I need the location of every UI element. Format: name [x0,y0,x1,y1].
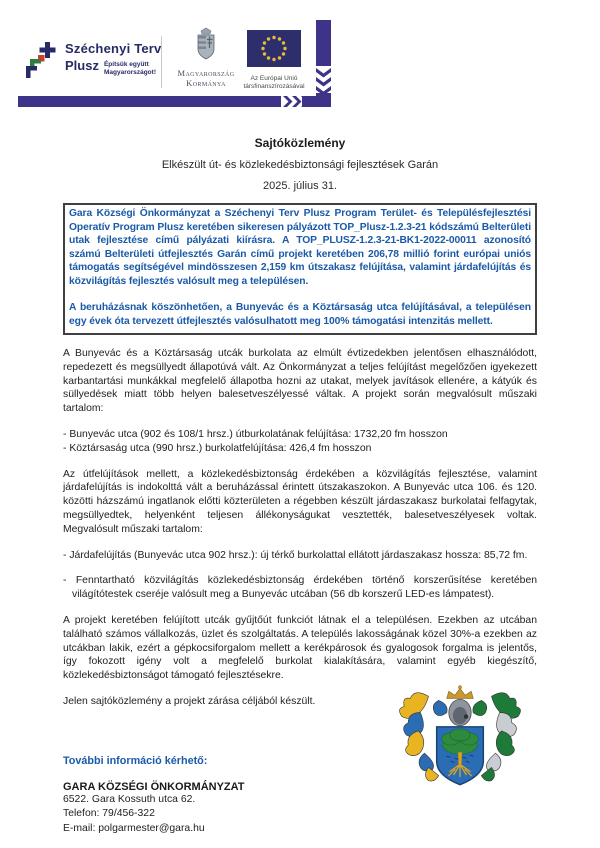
eu-flag-icon [247,54,301,71]
contact-phone: Telefon: 79/456-322 [63,808,155,820]
list-item: - Köztársaság utca (990 hrsz.) burkolatfelújítása: 426,4 fm hosszon [63,442,372,454]
contact-heading: További információ kérhető: [63,754,208,767]
szechenyi-plus-icon [26,40,60,87]
works-list-roads [63,428,537,456]
hungary-coat-of-arms-icon [194,48,218,65]
document-date: 2025. július 31. [263,180,337,192]
header-divider [161,36,162,88]
header [0,0,600,112]
body-paragraph: A projekt keretében felújított utcák gyűjtőút funkciót látnak el a településen. Ezekben az utcában található számos vállalkozás, üzlet és szolgáltatás. A település lakosságának közel 30%-a ezekben az utcákban lakik, ezért a gépkocsiforgalom mellett a kerékpárosok és gyalogosok forgalma is jelentős, így fokozott igény volt a megfelelő burkolat kialakítására, valamint egyéb kiegészítő, közlekedésbiztonságot támogató fejlesztésekre. [63,614,537,682]
page-subtitle: Elkészült út- és közlekedésbiztonsági fejlesztések Garán [161,159,439,171]
works-list-sidewalk [63,549,537,563]
contact-address: 6522. Gara Kossuth utca 62. [63,793,196,805]
page-title: Sajtóközlemény [254,136,346,150]
szechenyi-terv-plusz-logo [26,40,162,87]
list-item: - Fenntartható közvilágítás közlekedésbiztonság érdekében történő korszerűsítése keretében világítótestek cseréje valósult meg a Bunyevác utcában (56 db korszerű LED-es lámpatest). [63,575,537,601]
highlight-box [63,203,537,335]
highlight-paragraph: A beruházásnak köszönhetően, a Bunyevác és a Köztársaság utca felújításával, a településen egy évek óta tervezett útfejlesztés valósulhatott meg 100% támogatási intenzitás mellett. [69,302,531,327]
list-item: - Járdafelújítás (Bunyevác utca 902 hrsz.): új térkő burkolattal ellátott járdaszakasz hossza: 85,72 fm. [63,549,528,561]
body-paragraph: A Bunyevác és a Köztársaság utcák burkolata az elmúlt évtizedekben jelentősen elhasználódott, repedezett és megsüllyedt állapotúvá vált. Az Önkormányzat a teljes felújítást megelőzően igyekezett karbantartási munkákkal megfelelő állapotba hozni az utakat, melyek javítások ellenére, a kátyúk és süllyedések miatt több helyen balesetveszélyessé váltak. A projekt során megvalósult műszaki tartalom: [63,348,537,415]
gara-coat-of-arms [394,682,526,803]
eu-logo [241,30,307,91]
szechenyi-logo-text [65,40,162,87]
government-logo-text: Magyarország Kormánya [177,68,235,88]
closing-line: Jelen sajtóközlemény a projekt zárása céljából készült. [63,695,316,707]
government-logo [168,27,244,88]
eu-logo-text: Az Európai Unió társfinanszírozásával [243,75,305,90]
body-text [63,347,537,709]
works-list-lighting [63,574,537,602]
contact-organization: GARA KÖZSÉGI ÖNKORMÁNYZAT [63,780,245,793]
szechenyi-logo-line2: Plusz [65,58,99,73]
list-item: - Bunyevác utca (902 és 108/1 hrsz.) útburkolatának felújítása: 1732,20 fm hosszon [63,428,448,440]
highlight-paragraph: Gara Községi Önkormányzat a Széchenyi Terv Plusz Program Terület- és Településfejlesztési Operatív Program Plusz keretében sikeresen pályázott TOP_Plusz-1.2.3-21 kódszámú Belterületi utak fejlesztése című pályázati kiírásra. A TOP_PLUSZ-1.2.3-21-BK1-2022-00011 azonosító számú Belterületi útfejlesztés Garán című projekt keretében 206,78 millió forint európai uniós támogatás segítségével mindösszesen 2,159 km útszakasz felújítása, valamint járdafelújítás és közvilágítás fejlesztés valósult meg a településen. [69,208,531,287]
body-paragraph: Az útfelújítások mellett, a közlekedésbiztonság érdekében a közvilágítás fejlesztése, valamint járdafelújítás is indokolttá vált a beruházással érintett útszakaszokon. A Bunyevác utca 106. és 120. közötti házszámú ingatlanok előtti közterületen a régebben készült járdaszakasz burkolatai felfagytak, megsüllyedtek, helyenként teljesen állékonyságukat vesztették, balesetveszélyesek voltak. Megvalósult műszaki tartalom: [63,468,537,535]
szechenyi-logo-line1: Széchenyi Terv [65,41,162,56]
szechenyi-logo-tagline: Építsük együtt Magyarországot! [103,61,156,76]
contact-email: E-mail: polgarmester@gara.hu [63,822,205,834]
